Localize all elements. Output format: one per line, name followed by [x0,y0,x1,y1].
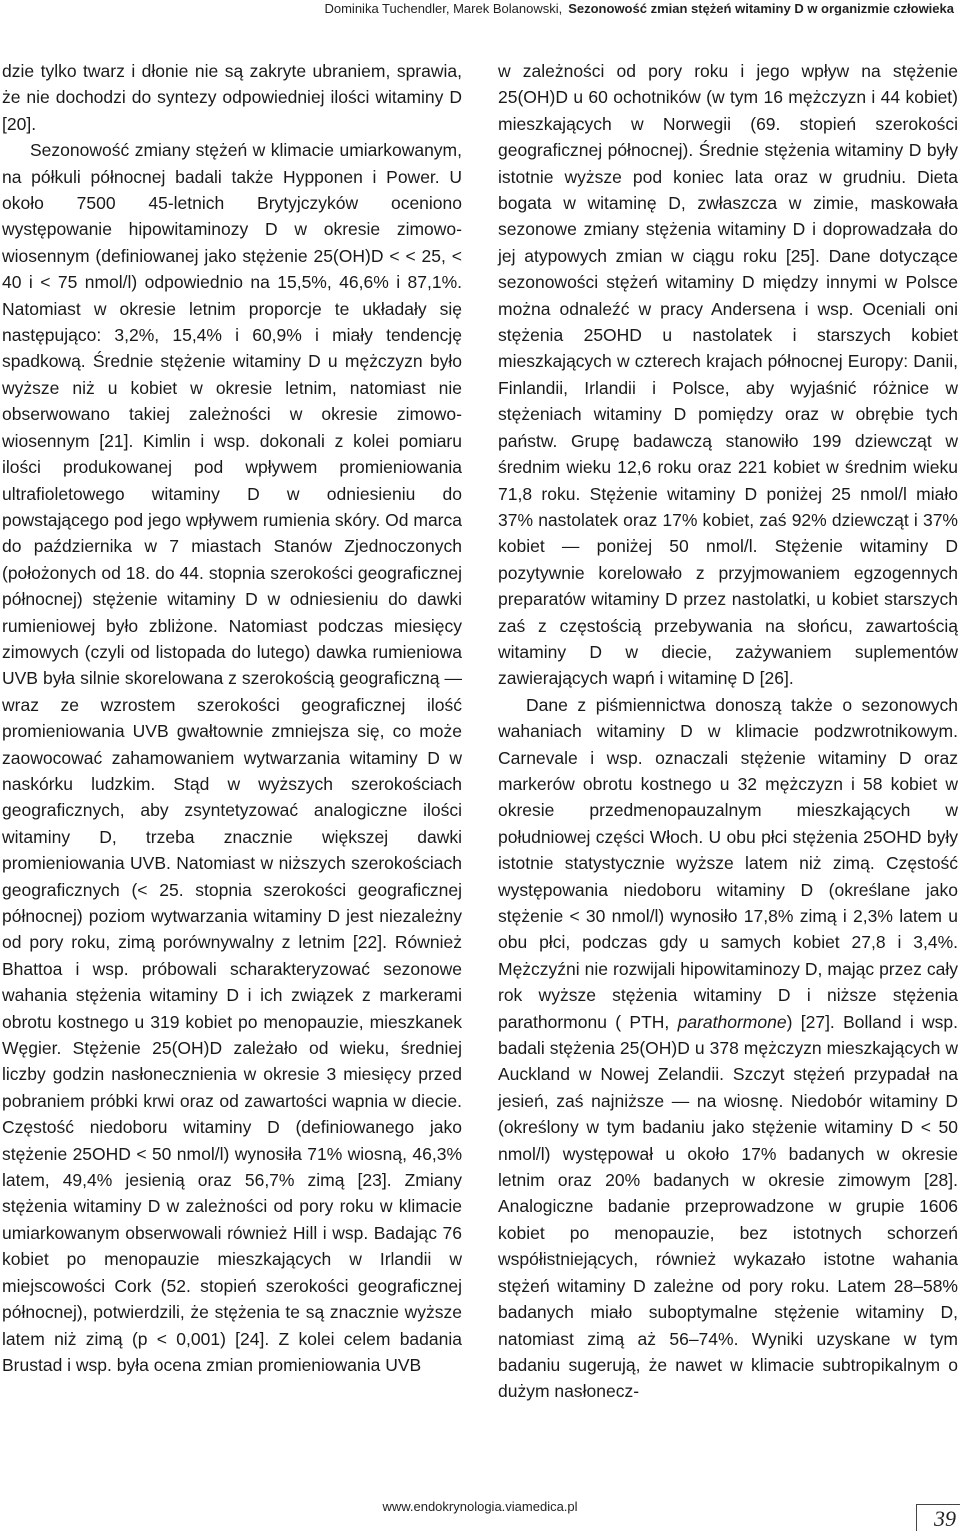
running-head [0,0,960,24]
left-column [2,58,462,1378]
running-head-authors: Dominika Tuchendler, Marek Bolanowski, [324,1,563,16]
paragraph: w zależności od pory roku i jego wpływ na stężenie 25(OH)D u 60 ochotników (w tym 16 mężczyzn i 44 kobiet) mieszkających w Norwegii (69. stopień szerokości geograficznej północnej). Średnie stężenia witaminy D były istotnie wyższe pod koniec lata oraz w grudniu. Dieta bogata w witaminę D, zwłaszcza w zimie, maskowała sezonowe zmiany stężenia witaminy D i doprowadzała do jej atypowych zmian w ciągu roku [25]. Dane dotyczące sezonowości stężeń witaminy D między innymi w Polsce można odnaleźć w pracy Andersena i wsp. Oceniali oni stężenia 25OHD u nastolatek i starszych kobiet mieszkających w czterech krajach północnej Europy: Danii, Finlandii, Irlandii i Polsce, aby wyjaśnić różnice w stężeniach witaminy D pomiędzy oraz w obrębie tych państw. Grupę badawczą stanowiło 199 dziewcząt w średnim wieku 12,6 roku oraz 221 kobiet w średnim wieku 71,8 roku. Stężenie witaminy D poniżej 25 nmol/l miało 37% nastolatek oraz 17% kobiet, zaś 92% dziewcząt i 37% kobiet — poniżej 50 nmol/l. Stężenie witaminy D pozytywnie korelowało z przyjmowaniem egzogennych preparatów witaminy D przez nastolatki, u kobiet starszych zaś z częstością przebywania na słońcu, zawartością witaminy D w diecie, zażywaniem suplementów zawierających wapń i witaminę D [26]. [498,61,958,689]
journal-url: www.endokrynologia.viamedica.pl [382,1499,578,1514]
paragraph-text: ) [27]. Bolland i wsp. badali stężenia 25(OH)D u 378 mężczyzn mieszkających w Auckland w Nowej Zelandii. Szczyt stężeń przypadał na jesień, zaś najniższe — na wiosnę. Niedobór witaminy D (określony w tym badaniu jako stężenie witaminy D < 50 nmol/l) występował u około 17% badanych w okresie letnim oraz 20% badanych w okresie zimowym [28]. Analogiczne badanie przeprowadzone w grupie 1606 kobiet po menopauzie, bez istotnych schorzeń współistniejących, również wykazało istotne wahania stężeń witaminy D zależne od pory roku. Latem 28–58% badanych miało suboptymalne stężenie witaminy D, natomiast zimą aż 56–74%. Wyniki uzyskane w tym badaniu sugerują, że nawet w klimacie subtropikalnym o dużym nasłonecz- [498,1011,959,1402]
paragraph: dzie tylko twarz i dłonie nie są zakryte ubraniem, sprawia, że nie dochodzi do syntezy odpowiedniej ilości witaminy D [20]. [2,61,462,134]
right-column [498,58,958,1405]
page-number: 39 [916,1504,960,1531]
paragraph: Sezonowość zmiany stężeń w klimacie umiarkowanym, na półkuli północnej badali także Hypponen i Power. U około 7500 45-letnich Brytyjczyków oceniono występowanie hipowitaminozy D w okresie zimowo-wiosennym (definiowanej jako stężenie 25(OH)D < < 25, < 40 i < 75 nmol/l) odpowiednio na 15,5%, 46,6% i 87,1%. Natomiast w okresie letnim proporcje te układały się następująco: 3,2%, 15,4% i 60,9% i miały tendencję spadkową. Średnie stężenie witaminy D u mężczyzn było wyższe niż u kobiet w okresie letnim, natomiast nie obserwowano takiej zależności w okresie zimowo-wiosennym [21]. Kimlin i wsp. dokonali z kolei pomiaru ilości produkowanej pod wpływem promieniowania ultrafioletowego witaminy D w odniesieniu do powstającego pod jego wpływem rumienia skóry. Od marca do października w 7 miastach Stanów Zjednoczonych (położonych od 18. do 44. stopnia szerokości geograficznej północnej) stężenie witaminy D w odniesieniu do dawki rumieniowej było zbliżone. Natomiast podczas miesięcy zimowych (czyli od listopada do lutego) dawka rumieniowa UVB była silnie skorelowana z szerokością geograficzną — wraz ze wzrostem szerokości geograficznej ilość promieniowania UVB gwałtownie zmniejsza się, co może zaowocować zahamowaniem wytwarzania witaminy D w naskórku ludzkim. Stąd w wyższych szerokościach geograficznych, aby zsyntetyzować analogiczne ilości witaminy D, trzeba znacznie większej dawki promieniowania UVB. Natomiast w niższych szerokościach geograficznych (< 25. stopnia szerokości geograficznej północnej) poziom wytwarzania witaminy D jest niezależny od pory roku, zimą porównywalny z letnim [22]. Również Bhattoa i wsp. próbowali scharakteryzować sezonowe wahania stężenia witaminy D i ich związek z markerami obrotu kostnego u 319 kobiet po menopauzie, mieszkanek Węgier. Stężenie 25(OH)D zależało od wieku, średniej liczby godzin nasłonecznienia w okresie 3 miesięcy przed pobraniem próbki krwi oraz od zawartości wapnia w diecie. Częstość niedoboru witaminy D (definiowanego jako stężenie 25OHD < 50 nmol/l) wynosiła 71% wiosną, 46,3% latem, 49,4% jesienią oraz 56,7% zimą [23]. Zmiany stężenia witaminy D w zależności od pory roku w klimacie umiarkowanym obserwowali również Hill i wsp. Badając 76 kobiet po menopauzie mieszkających w Irlandii w miejscowości Cork (52. stopień szerokości geograficznej północnej), potwierdzili, że stężenia te są znacznie wyższe latem niż zimą (p < 0,001) [24]. Z kolei celem badania Brustad i wsp. była ocena zmian promieniowania UVB [2,140,462,1375]
paragraph [498,692,958,1405]
running-head-title: Sezonowość zmian stężeń witaminy D w organizmie człowieka [568,1,954,16]
italic-term: parathormone [677,1011,787,1032]
paragraph-text: Dane z piśmiennictwa donoszą także o sezonowych wahaniach witaminy D w klimacie podzwrotnikowym. Carnevale i wsp. oznaczali stężenie witaminy D oraz markerów obrotu kostnego u 32 mężczyzn i 58 kobiet w okresie przedmenopauzalnym mieszkających w południowej części Włoch. U obu płci stężenia 25OHD były istotnie statystycznie wyższe latem niż zimą. Częstość występowania niedoboru witaminy D (określane jako stężenie < 30 nmol/l) wynosiło 17,8% zimą i 2,3% latem u obu płci, podczas gdy u samych kobiet 27,8 i 3,4%. Mężczyźni nie rozwijali hipowitaminozy D, mając przez cały rok wyższe stężenia witaminy D i niższe stężenia parathormonu ( PTH, [498,694,958,1032]
